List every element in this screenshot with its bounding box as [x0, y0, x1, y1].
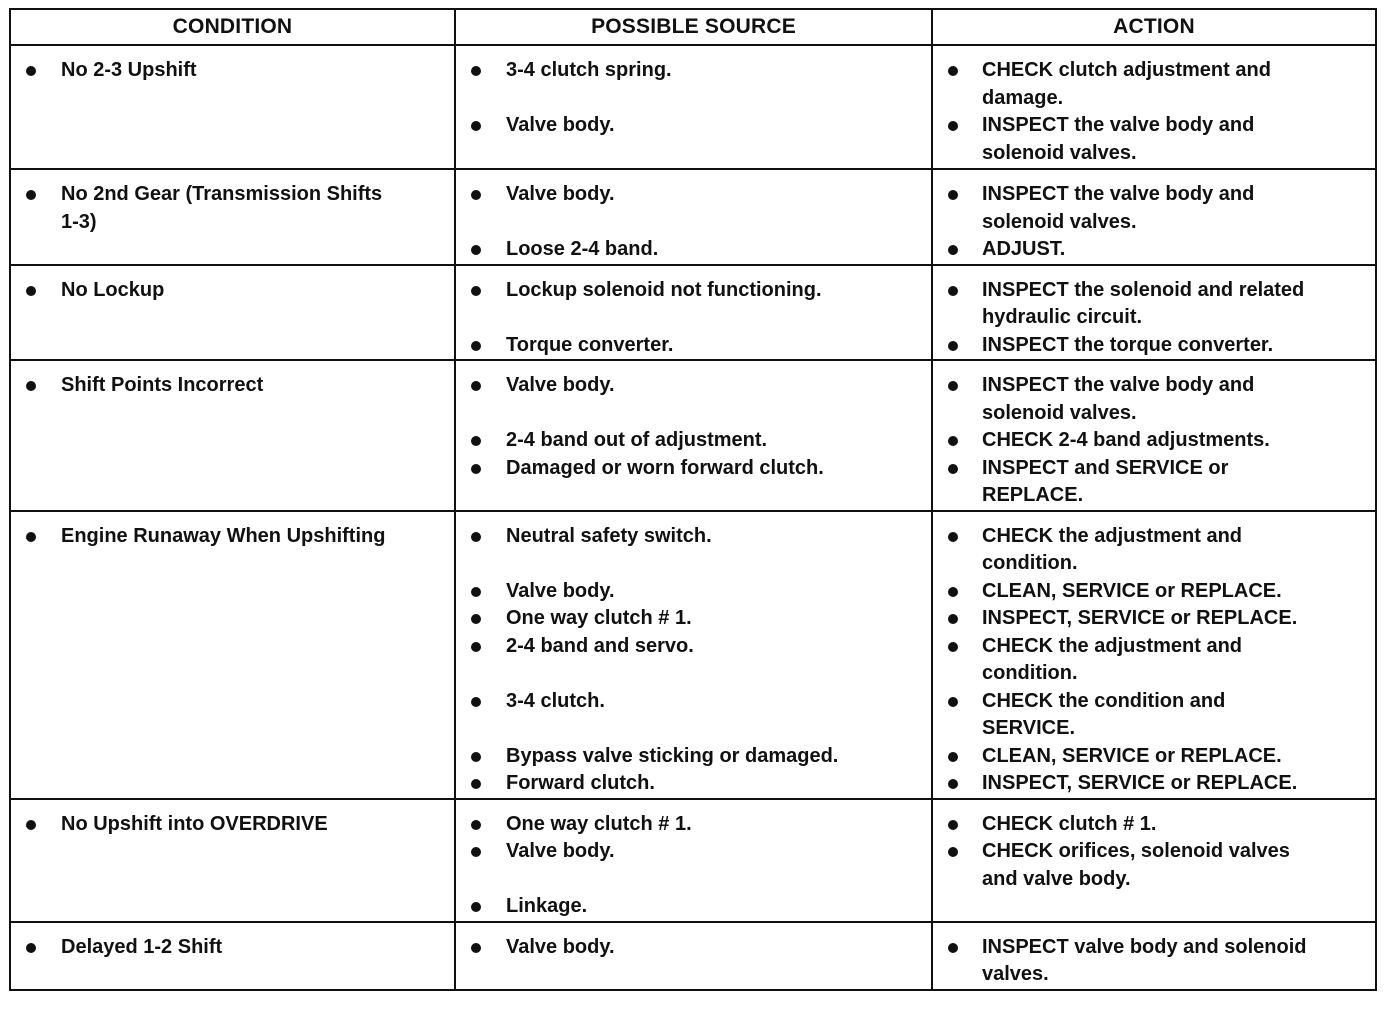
bullet-icon: [948, 820, 958, 830]
source-item-line: [456, 934, 931, 962]
source-text: Valve body.: [506, 114, 615, 136]
action-item-line: [933, 455, 1375, 483]
source-text: 2-4 band and servo.: [506, 634, 694, 657]
condition-cell: [10, 45, 455, 169]
action-item-line: [933, 427, 1375, 455]
bullet-icon: [471, 245, 481, 255]
table-row: [10, 799, 1376, 922]
action-text: CHECK the adjustment and: [982, 524, 1243, 547]
source-item-line: [456, 633, 931, 661]
source-item-line: [456, 811, 931, 839]
source-item-line: [456, 838, 931, 866]
bullet-icon: [948, 436, 958, 446]
table-row: [10, 45, 1376, 169]
action-cell: [932, 511, 1376, 799]
bullet-icon: [948, 66, 958, 76]
condition-line: [11, 181, 454, 209]
bullet-icon: [471, 697, 481, 707]
source-item-line: [456, 605, 931, 633]
bullet-icon: [948, 190, 958, 200]
action-item-line: [933, 209, 1375, 237]
source-text: Valve body.: [506, 183, 615, 205]
source-cell: [455, 922, 932, 990]
action-item-line: [933, 660, 1375, 688]
action-item-line: [933, 304, 1375, 332]
action-cell: [932, 265, 1376, 361]
action-item-line: [933, 688, 1375, 716]
spacer: [456, 209, 931, 237]
action-text: INSPECT the valve body and: [982, 183, 1255, 205]
source-text: One way clutch # 1.: [506, 607, 692, 629]
action-text: and valve body.: [982, 867, 1131, 890]
action-text: CHECK orifices, solenoid valves: [982, 840, 1290, 862]
action-text: INSPECT, SERVICE or REPLACE.: [982, 772, 1298, 794]
action-item-line: [933, 811, 1375, 839]
bullet-icon: [948, 286, 958, 296]
source-cell: [455, 169, 932, 265]
bullet-icon: [471, 902, 481, 912]
action-cell: [932, 799, 1376, 922]
bullet-icon: [471, 820, 481, 830]
action-text: CHECK the adjustment and: [982, 634, 1243, 657]
bullet-icon: [471, 642, 481, 652]
source-text: Valve body.: [506, 840, 615, 862]
action-text: REPLACE.: [982, 484, 1084, 506]
bullet-icon: [948, 245, 958, 255]
condition-text: Shift Points Incorrect: [61, 374, 264, 396]
bullet-icon: [471, 532, 481, 542]
condition-text: Delayed 1-2 Shift: [61, 935, 223, 958]
action-text: INSPECT the solenoid and related: [982, 278, 1305, 301]
action-item-line: [933, 550, 1375, 578]
spacer: [456, 400, 931, 428]
condition-line: [11, 57, 454, 85]
source-text: Valve body.: [506, 374, 615, 396]
table-row: [10, 511, 1376, 799]
action-text: CHECK clutch # 1.: [982, 812, 1157, 835]
source-text: Neutral safety switch.: [506, 524, 712, 547]
bullet-icon: [26, 820, 36, 830]
action-item-line: [933, 236, 1375, 264]
action-text: INSPECT valve body and solenoid: [982, 935, 1307, 958]
action-item-line: [933, 372, 1375, 400]
condition-cell: [10, 799, 455, 922]
bullet-icon: [948, 587, 958, 597]
action-text: CHECK the condition and: [982, 689, 1226, 712]
action-cell: [932, 922, 1376, 990]
action-item-line: [933, 633, 1375, 661]
condition-line: [11, 277, 454, 305]
source-item-line: [456, 455, 931, 483]
action-text: CLEAN, SERVICE or REPLACE.: [982, 579, 1282, 602]
bullet-icon: [471, 464, 481, 474]
bullet-icon: [471, 286, 481, 296]
source-text: Bypass valve sticking or damaged.: [506, 744, 839, 767]
condition-cell: [10, 511, 455, 799]
action-item-line: [933, 934, 1375, 962]
condition-line: [11, 372, 454, 400]
action-item-line: [933, 770, 1375, 798]
action-text: INSPECT the valve body and: [982, 374, 1255, 396]
table-row: [10, 360, 1376, 511]
condition-text: Engine Runaway When Upshifting: [61, 524, 386, 547]
bullet-icon: [948, 381, 958, 391]
source-text: Loose 2-4 band.: [506, 238, 659, 260]
bullet-icon: [948, 341, 958, 351]
diagnosis-table: [9, 8, 1377, 991]
source-text: Valve body.: [506, 579, 615, 602]
condition-text: No 2nd Gear (Transmission Shifts: [61, 183, 383, 205]
action-text: CLEAN, SERVICE or REPLACE.: [982, 744, 1282, 767]
table-row: [10, 922, 1376, 990]
action-text: solenoid valves.: [982, 210, 1137, 233]
source-item-line: [456, 112, 931, 140]
bullet-icon: [948, 697, 958, 707]
action-item-line: [933, 140, 1375, 168]
spacer: [456, 85, 931, 113]
bullet-icon: [26, 190, 36, 200]
bullet-icon: [948, 532, 958, 542]
header-row: [10, 9, 1376, 45]
source-item-line: [456, 743, 931, 771]
source-item-line: [456, 427, 931, 455]
source-item-line: [456, 372, 931, 400]
action-item-line: [933, 57, 1375, 85]
bullet-icon: [471, 190, 481, 200]
source-item-line: [456, 236, 931, 264]
action-text: SERVICE.: [982, 717, 1075, 739]
action-item-line: [933, 743, 1375, 771]
action-item-line: [933, 578, 1375, 606]
bullet-icon: [471, 779, 481, 789]
action-text: INSPECT, SERVICE or REPLACE.: [982, 607, 1298, 629]
bullet-icon: [948, 779, 958, 789]
bullet-icon: [471, 614, 481, 624]
table-body: [10, 45, 1376, 990]
source-text: Torque converter.: [506, 333, 674, 356]
source-item-line: [456, 523, 931, 551]
action-cell: [932, 360, 1376, 511]
header-action: ACTION: [932, 9, 1376, 45]
table-row: [10, 169, 1376, 265]
bullet-icon: [948, 752, 958, 762]
bullet-icon: [471, 121, 481, 131]
spacer: [456, 550, 931, 578]
bullet-icon: [948, 847, 958, 857]
action-cell: [932, 45, 1376, 169]
source-cell: [455, 360, 932, 511]
bullet-icon: [471, 436, 481, 446]
header-condition: CONDITION: [10, 9, 455, 45]
condition-line: [11, 811, 454, 839]
condition-line: [11, 523, 454, 551]
bullet-icon: [26, 286, 36, 296]
bullet-icon: [471, 752, 481, 762]
condition-text: No 2-3 Upshift: [61, 59, 197, 81]
action-text: CHECK clutch adjustment and: [982, 59, 1271, 81]
action-item-line: [933, 523, 1375, 551]
source-item-line: [456, 770, 931, 798]
condition-text: 1-3): [61, 210, 97, 233]
action-item-line: [933, 112, 1375, 140]
action-item-line: [933, 838, 1375, 866]
action-item-line: [933, 961, 1375, 989]
action-item-line: [933, 332, 1375, 360]
action-text: INSPECT and SERVICE or: [982, 456, 1229, 479]
source-cell: [455, 511, 932, 799]
bullet-icon: [948, 464, 958, 474]
action-text: INSPECT the valve body and: [982, 114, 1255, 136]
spacer: [456, 715, 931, 743]
bullet-icon: [471, 847, 481, 857]
action-item-line: [933, 605, 1375, 633]
action-text: condition.: [982, 662, 1078, 684]
bullet-icon: [948, 614, 958, 624]
bullet-icon: [471, 943, 481, 953]
action-text: ADJUST.: [982, 238, 1066, 260]
action-item-line: [933, 277, 1375, 305]
source-item-line: [456, 893, 931, 921]
bullet-icon: [26, 943, 36, 953]
condition-cell: [10, 922, 455, 990]
source-text: Damaged or worn forward clutch.: [506, 456, 824, 479]
bullet-icon: [471, 341, 481, 351]
bullet-icon: [26, 66, 36, 76]
bullet-icon: [26, 532, 36, 542]
bullet-icon: [471, 587, 481, 597]
source-item-line: [456, 57, 931, 85]
bullet-icon: [471, 66, 481, 76]
action-text: solenoid valves.: [982, 401, 1137, 424]
action-text: valves.: [982, 963, 1049, 985]
spacer: [456, 866, 931, 894]
source-cell: [455, 799, 932, 922]
source-item-line: [456, 181, 931, 209]
condition-cell: [10, 265, 455, 361]
action-text: hydraulic circuit.: [982, 306, 1143, 328]
action-text: CHECK 2-4 band adjustments.: [982, 429, 1270, 451]
action-item-line: [933, 482, 1375, 510]
condition-text: No Upshift into OVERDRIVE: [61, 812, 328, 835]
action-item-line: [933, 400, 1375, 428]
spacer: [456, 304, 931, 332]
condition-text: No Lockup: [61, 278, 165, 301]
source-text: Lockup solenoid not functioning.: [506, 278, 822, 301]
condition-line: [11, 209, 454, 237]
source-item-line: [456, 332, 931, 360]
action-text: solenoid valves.: [982, 141, 1137, 164]
bullet-icon: [471, 381, 481, 391]
source-text: 3-4 clutch spring.: [506, 59, 672, 81]
action-item-line: [933, 715, 1375, 743]
source-text: 2-4 band out of adjustment.: [506, 429, 768, 451]
source-cell: [455, 265, 932, 361]
condition-cell: [10, 360, 455, 511]
action-item-line: [933, 181, 1375, 209]
bullet-icon: [26, 381, 36, 391]
condition-cell: [10, 169, 455, 265]
action-text: INSPECT the torque converter.: [982, 333, 1274, 356]
spacer: [456, 660, 931, 688]
table-row: [10, 265, 1376, 361]
bullet-icon: [948, 121, 958, 131]
condition-line: [11, 934, 454, 962]
source-text: 3-4 clutch.: [506, 689, 605, 712]
action-cell: [932, 169, 1376, 265]
source-item-line: [456, 277, 931, 305]
action-text: condition.: [982, 552, 1078, 574]
bullet-icon: [948, 943, 958, 953]
source-text: One way clutch # 1.: [506, 812, 692, 835]
action-item-line: [933, 85, 1375, 113]
source-text: Linkage.: [506, 895, 588, 917]
header-possible-source: POSSIBLE SOURCE: [455, 9, 932, 45]
action-text: damage.: [982, 86, 1064, 109]
source-text: Valve body.: [506, 935, 615, 958]
source-item-line: [456, 578, 931, 606]
source-item-line: [456, 688, 931, 716]
action-item-line: [933, 866, 1375, 894]
source-text: Forward clutch.: [506, 772, 655, 794]
source-cell: [455, 45, 932, 169]
bullet-icon: [948, 642, 958, 652]
